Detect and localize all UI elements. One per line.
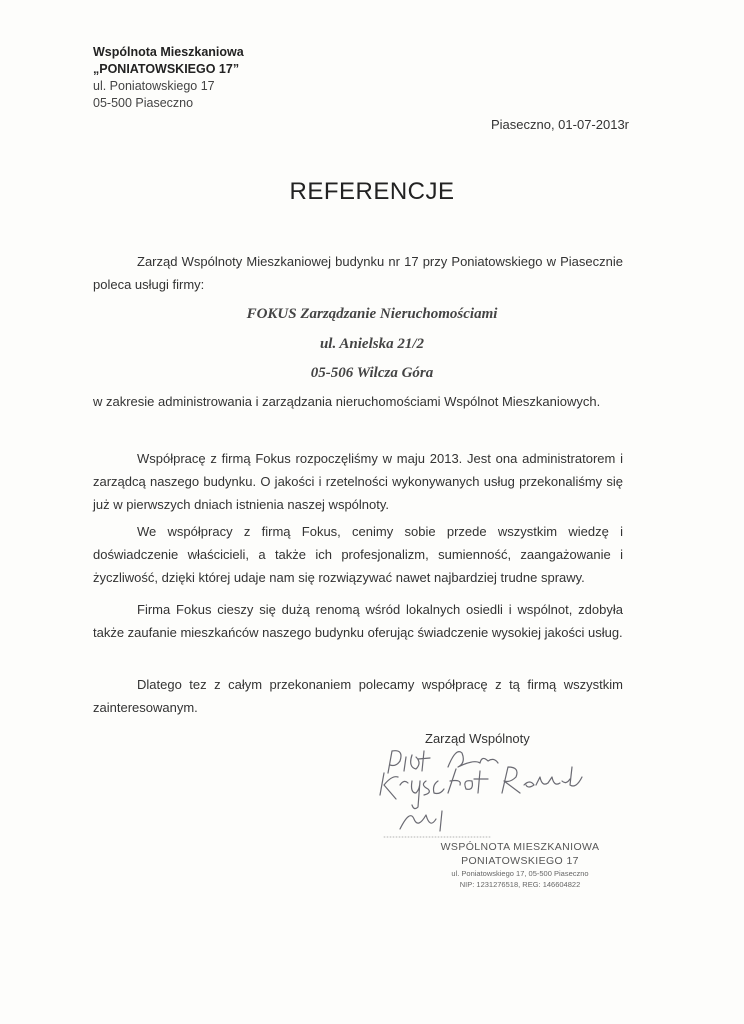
firm-street: ul. Anielska 21/2: [319, 336, 425, 352]
handwritten-signature: [370, 745, 600, 845]
scope-paragraph: w zakresie administrowania i zarządzania nieruchomościami Wspólnot Mieszkaniowych.: [93, 394, 601, 409]
signoff: Zarząd Wspólnoty: [425, 731, 530, 746]
sender-name: Wspólnota Mieszkaniowa: [93, 45, 244, 59]
letter-date: Piaseczno, 01-07-2013r: [490, 117, 629, 132]
stamp-line-1: WSPÓLNOTA MIESZKANIOWA: [440, 841, 600, 853]
body-paragraph-3: Firma Fokus cieszy się dużą renomą wśród lokalnych osiedli i wspólnot, zdobyła także zaufanie mieszkańców naszego budynku oferując świadczenie wysokiej jakości usług.: [93, 602, 623, 640]
organization-stamp: [420, 840, 620, 890]
body-paragraph-1: Współpracę z firmą Fokus rozpoczęliśmy w maju 2013. Jest ona administratorem i zarządcą naszego budynku. O jakości i rzetelności wykonywanych usług przekonaliśmy się już w pierwszych dniach istnienia naszej wspólnoty.: [93, 451, 623, 512]
sender-block: [93, 44, 244, 112]
sender-street: ul. Poniatowskiego 17: [93, 79, 215, 93]
sender-city: 05-500 Piaseczno: [93, 96, 194, 110]
stamp-line-4: NIP: 1231276518, REG: 146604822: [459, 880, 581, 889]
intro-paragraph: Zarząd Wspólnoty Mieszkaniowej budynku nr 17 przy Poniatowskiego w Piasecznie poleca usługi firmy:: [93, 254, 623, 292]
signature-text: Piotr Kłosa Krzysztof Rzewnicki: [370, 745, 385, 746]
stamp-line-3: ul. Poniatowskiego 17, 05-500 Piaseczno: [451, 869, 589, 878]
document-title: REFERENCJE: [289, 178, 455, 205]
stamp-line-2: PONIATOWSKIEGO 17: [461, 855, 579, 867]
firm-city: 05-506 Wilcza Góra: [310, 365, 434, 381]
body-paragraph-4: Dlatego tez z całym przekonaniem polecamy współpracę z tą firmą wszystkim zainteresowanym.: [93, 677, 623, 715]
firm-name: FOKUS Zarządzanie Nieruchomościami: [246, 306, 498, 322]
sender-building: „PONIATOWSKIEGO 17”: [93, 62, 240, 76]
body-paragraph-2: We współpracy z firmą Fokus, cenimy sobie przede wszystkim wiedzę i doświadczenie właścicieli, a także ich profesjonalizm, sumienność, zaangażowanie i życzliwość, dzięki której udaje nam się rozwiązywać nawet najbardziej trudne sprawy.: [93, 524, 623, 585]
